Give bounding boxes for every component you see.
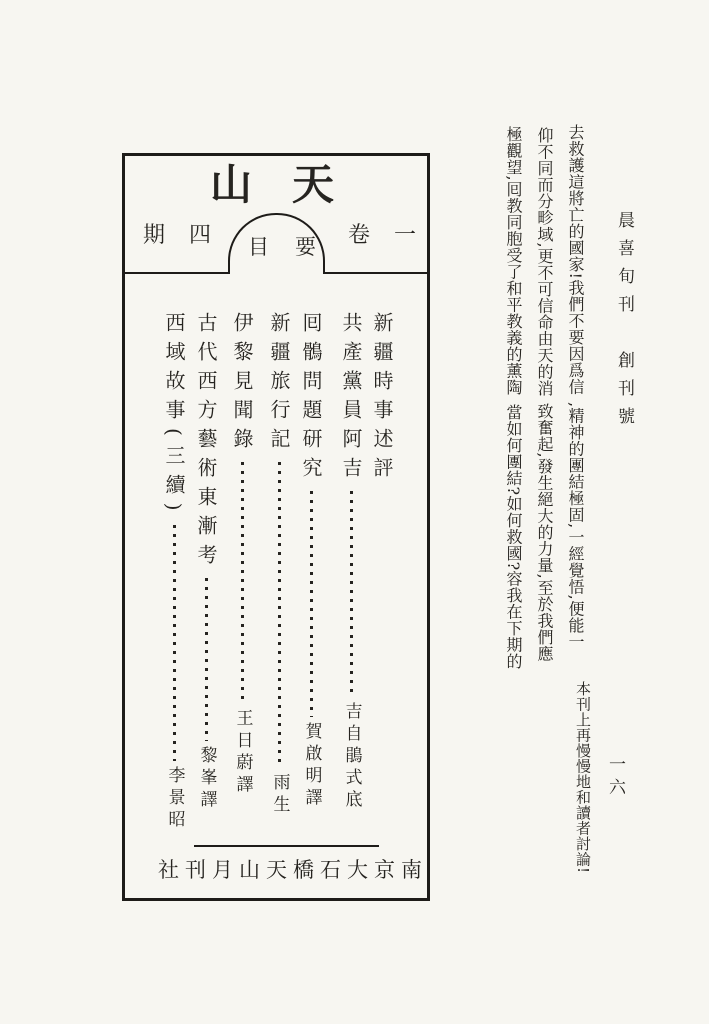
toc-item xyxy=(193,312,219,812)
toc-item xyxy=(161,312,187,832)
toc-item-title: 新疆時事述評 xyxy=(370,312,394,486)
running-head-issue: 創刊號 xyxy=(614,351,634,436)
toc-item xyxy=(338,312,364,812)
editorial-column: 仰不同而分畛域,更不可信命由天的消 xyxy=(535,127,554,397)
toc-item-author: 李景昭 xyxy=(164,766,185,832)
magazine-title: 山天 xyxy=(210,160,375,209)
publisher-name: 社刊月山天橋石大京南 xyxy=(158,858,428,882)
volume-label: 卷一 xyxy=(348,223,441,248)
toc-item-author: 黎峯譯 xyxy=(196,746,217,812)
header-rule-right xyxy=(325,272,427,274)
contents-tab-label: 目要 xyxy=(248,235,342,259)
toc-item-title: 古代西方藝術東漸考 xyxy=(194,312,218,573)
toc-item xyxy=(266,312,292,817)
dotted-leader xyxy=(205,578,208,741)
toc-item xyxy=(229,312,255,797)
editorial-column: 當如何團結?如何救國?容我在下期的 xyxy=(504,404,523,670)
dotted-leader xyxy=(350,491,353,697)
dotted-leader xyxy=(310,491,313,717)
running-head xyxy=(615,211,632,435)
editorial-column: 本刊上再慢慢地和讀者討論! xyxy=(574,681,592,874)
dotted-leader xyxy=(173,525,176,761)
dotted-leader xyxy=(241,462,244,704)
header-rule-left xyxy=(125,272,228,274)
toc-item-title: 伊黎見聞錄 xyxy=(230,312,254,457)
publisher-rule xyxy=(194,845,379,847)
contents-box xyxy=(122,153,441,901)
toc-item-author: 雨生 xyxy=(269,773,290,817)
toc-item-title: 囘鶻問題研究 xyxy=(299,312,323,486)
toc-item-author: 賀啟明譯 xyxy=(301,722,322,810)
toc-item-title: 新疆旅行記 xyxy=(267,312,291,457)
issue-label: 期四 xyxy=(143,223,236,248)
editorial-column: ,精神的團結極固,一經覺悟,便能一 xyxy=(566,402,585,650)
toc-item-author: 王日蔚譯 xyxy=(232,709,253,797)
editorial-column: 極觀望,囘教同胞受了和平教義的薰陶 xyxy=(504,126,523,396)
toc-item xyxy=(298,312,324,810)
editorial-column: 去救護這將亡的國家!我們不要因爲信 xyxy=(566,124,585,395)
running-head-journal: 晨喜旬刊 xyxy=(614,211,634,323)
page-number: 一六 xyxy=(605,755,625,801)
toc-item-title: 共產黨員阿吉 xyxy=(339,312,363,486)
toc-item-title: 西域故事(三續) xyxy=(162,312,186,520)
contents-tab xyxy=(228,213,342,274)
toc-item xyxy=(369,312,395,486)
editorial-column: 致奮起,發生絕大的力量,至於我們應 xyxy=(535,403,554,662)
dotted-leader xyxy=(278,462,281,768)
toc-item-author: 吉自鵑式底 xyxy=(341,702,362,812)
